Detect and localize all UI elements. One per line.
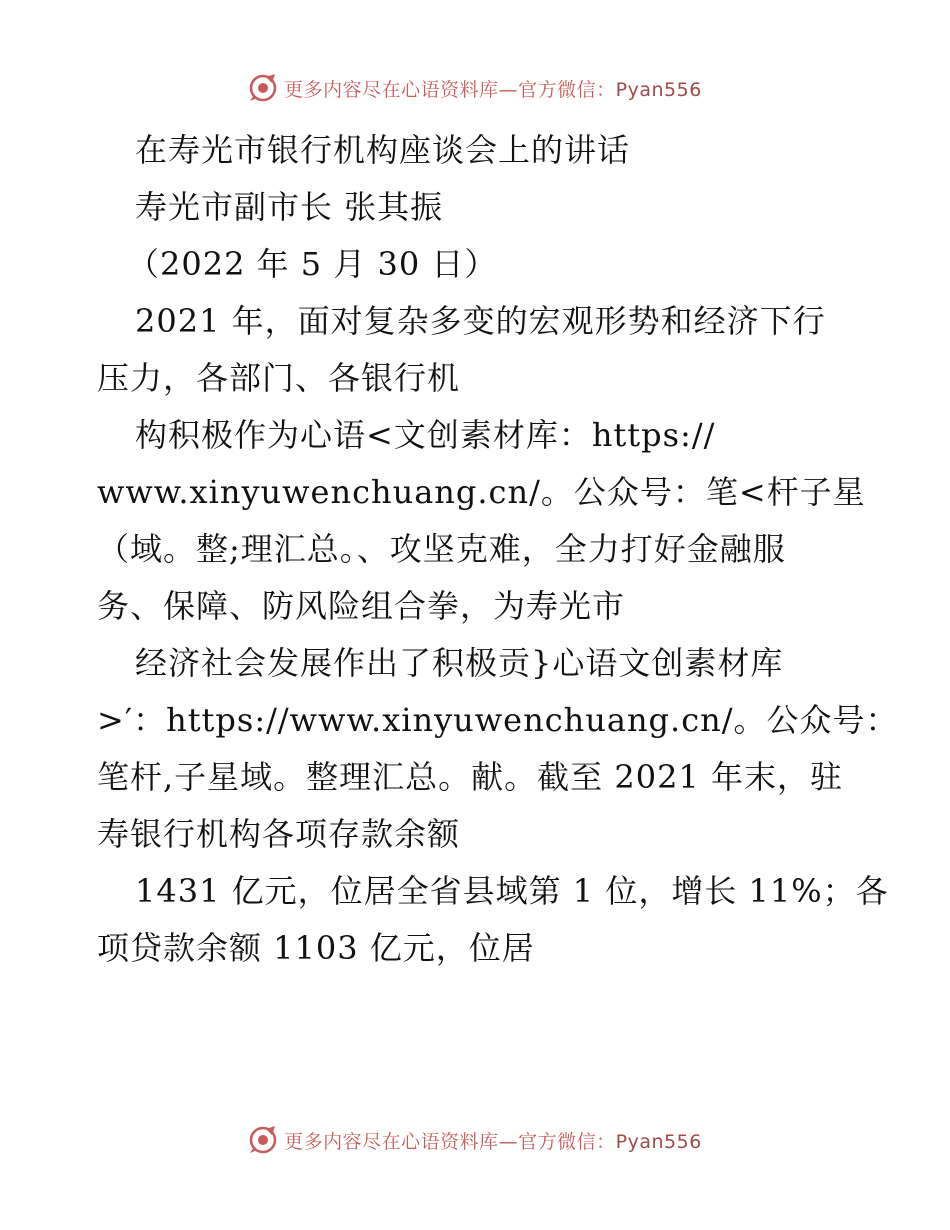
document-author: 寿光市副市长 张其振 [135,188,444,226]
document-date: （2022 年 5 月 30 日） [127,245,498,283]
paragraph-line: www.xinyuwenchuang.cn/。公众号：笔<杆子星 [97,473,866,511]
paragraph-line: 寿银行机构各项存款余额 [97,815,461,853]
brand-logo-icon [248,1125,278,1155]
watermark-contact: Pyan556 [615,1130,702,1153]
paragraph-line: 项贷款余额 1103 亿元，位居 [97,929,535,967]
document-body [97,122,899,977]
paragraph-line: （域。整;理汇总。、攻坚克难，全力打好金融服 [97,530,786,568]
header-watermark [0,70,950,106]
brand-logo-icon [248,73,278,103]
watermark-text: 更多内容尽在心语资料库—官方微信：Pyan556 [284,78,702,101]
footer-watermark [0,1122,950,1158]
watermark-contact: Pyan556 [615,78,702,101]
document-title: 在寿光市银行机构座谈会上的讲话 [135,131,631,169]
paragraph-line: 笔杆,子星域。整理汇总。献。截至 2021 年末，驻 [97,758,843,796]
paragraph-line: 经济社会发展作出了积极贡}心语文创素材库 [135,644,784,682]
paragraph-line: >′：https://www.xinyuwenchuang.cn/。公众号： [97,701,899,739]
paragraph-line: 2021 年，面对复杂多变的宏观形势和经济下行 [135,302,826,340]
paragraph-line: 构积极作为心语<文创素材库：https:// [135,416,716,454]
paragraph-line: 务、保障、防风险组合拳，为寿光市 [97,587,626,625]
paragraph-line: 1431 亿元，位居全省县域第 1 位，增长 11%；各 [135,872,889,910]
paragraph-line: 压力，各部门、各银行机 [97,359,461,397]
watermark-text: 更多内容尽在心语资料库—官方微信：Pyan556 [284,1130,702,1153]
